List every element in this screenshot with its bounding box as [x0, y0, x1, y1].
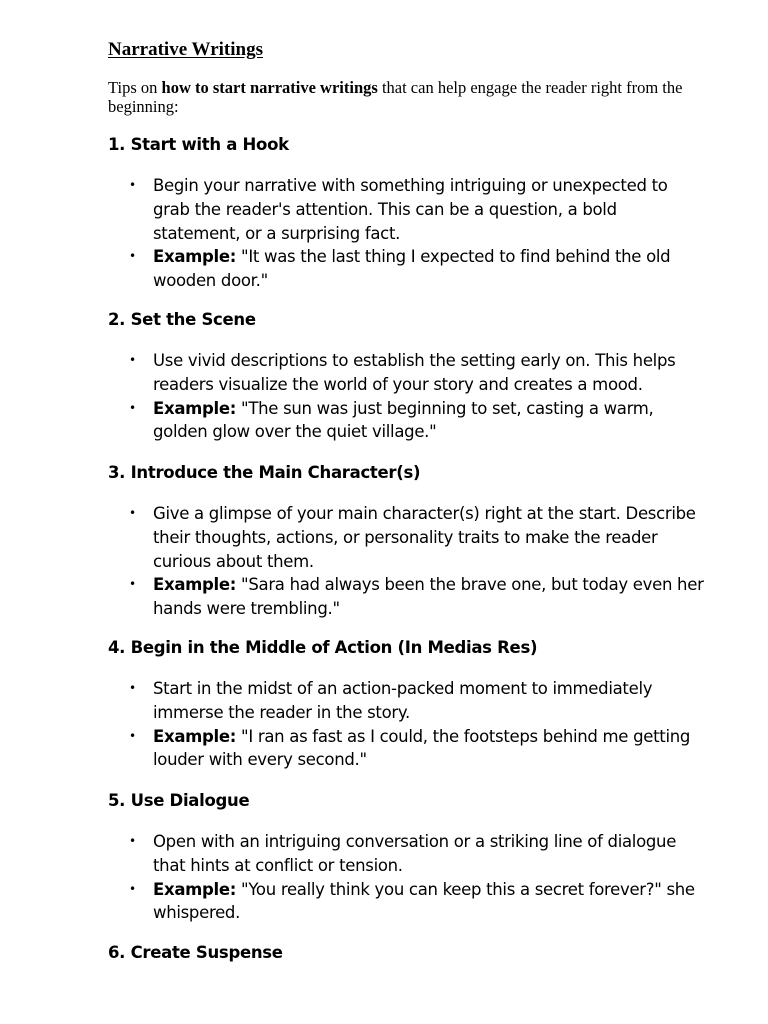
bullet-icon: • — [129, 881, 136, 896]
item-text: Give a glimpse of your main character(s) right at the start. Describe their thoughts, actions, or personality traits to make the reader curious about them. — [153, 504, 696, 571]
item-label: Example: — [153, 575, 237, 595]
list-item — [108, 245, 708, 293]
bullet-list — [108, 502, 708, 621]
item-label: Example: — [153, 247, 237, 267]
bullet-icon: • — [129, 178, 136, 192]
list-item — [108, 677, 708, 725]
list-item — [108, 397, 708, 445]
list-item — [108, 725, 708, 773]
bullet-list — [108, 349, 708, 444]
section-heading: 5. Use Dialogue — [108, 791, 250, 810]
item-text: "It was the last thing I expected to find behind the old wooden door." — [153, 247, 671, 291]
list-item — [108, 349, 708, 397]
section-heading: 1. Start with a Hook — [108, 135, 289, 154]
list-item — [108, 573, 708, 621]
item-text: Start in the midst of an action-packed moment to immediately immerse the reader in the story. — [153, 679, 653, 722]
intro-bold-phrase: how to start narrative writings — [161, 78, 378, 97]
bullet-icon: • — [129, 728, 136, 743]
section-heading: 2. Set the Scene — [108, 310, 256, 329]
item-text: Open with an intriguing conversation or a striking line of dialogue that hints at conflict or tension. — [153, 832, 677, 875]
bullet-icon: • — [129, 834, 136, 848]
list-item — [108, 174, 708, 245]
list-item — [108, 502, 708, 573]
item-label: Example: — [153, 398, 237, 418]
list-item — [108, 830, 708, 878]
item-text: Use vivid descriptions to establish the setting early on. This helps readers visualize the world of your story and creates a mood. — [153, 351, 676, 394]
intro-prefix: Tips on — [108, 78, 162, 97]
item-text: "You really think you can keep this a secret forever?" she whispered. — [153, 879, 695, 923]
document-title: Narrative Writings — [108, 39, 263, 60]
list-item — [108, 878, 708, 926]
bullet-icon: • — [129, 577, 136, 592]
item-text: "I ran as fast as I could, the footsteps behind me getting louder with every second." — [153, 726, 691, 770]
section-heading: 6. Create Suspense — [108, 943, 283, 962]
item-text: "Sara had always been the brave one, but today even her hands were trembling." — [153, 575, 704, 619]
bullet-icon: • — [129, 506, 136, 520]
bullet-list — [108, 677, 708, 772]
section-heading: 3. Introduce the Main Character(s) — [108, 463, 421, 482]
item-text: "The sun was just beginning to set, casting a warm, golden glow over the quiet village." — [153, 398, 654, 442]
bullet-list — [108, 174, 708, 293]
section-heading: 4. Begin in the Middle of Action (In Medias Res) — [108, 638, 538, 657]
item-label: Example: — [153, 879, 237, 899]
bullet-icon: • — [129, 353, 136, 367]
intro-suffix: that can help engage the reader right from the beginning: — [108, 78, 683, 116]
bullet-icon: • — [129, 681, 136, 695]
bullet-list — [108, 830, 708, 925]
bullet-icon: • — [129, 400, 136, 415]
bullet-icon: • — [129, 249, 136, 264]
item-text: Begin your narrative with something intriguing or unexpected to grab the reader's attention. This can be a question, a bold statement, or a surprising fact. — [153, 176, 668, 243]
item-label: Example: — [153, 726, 237, 746]
intro-paragraph — [108, 78, 708, 116]
